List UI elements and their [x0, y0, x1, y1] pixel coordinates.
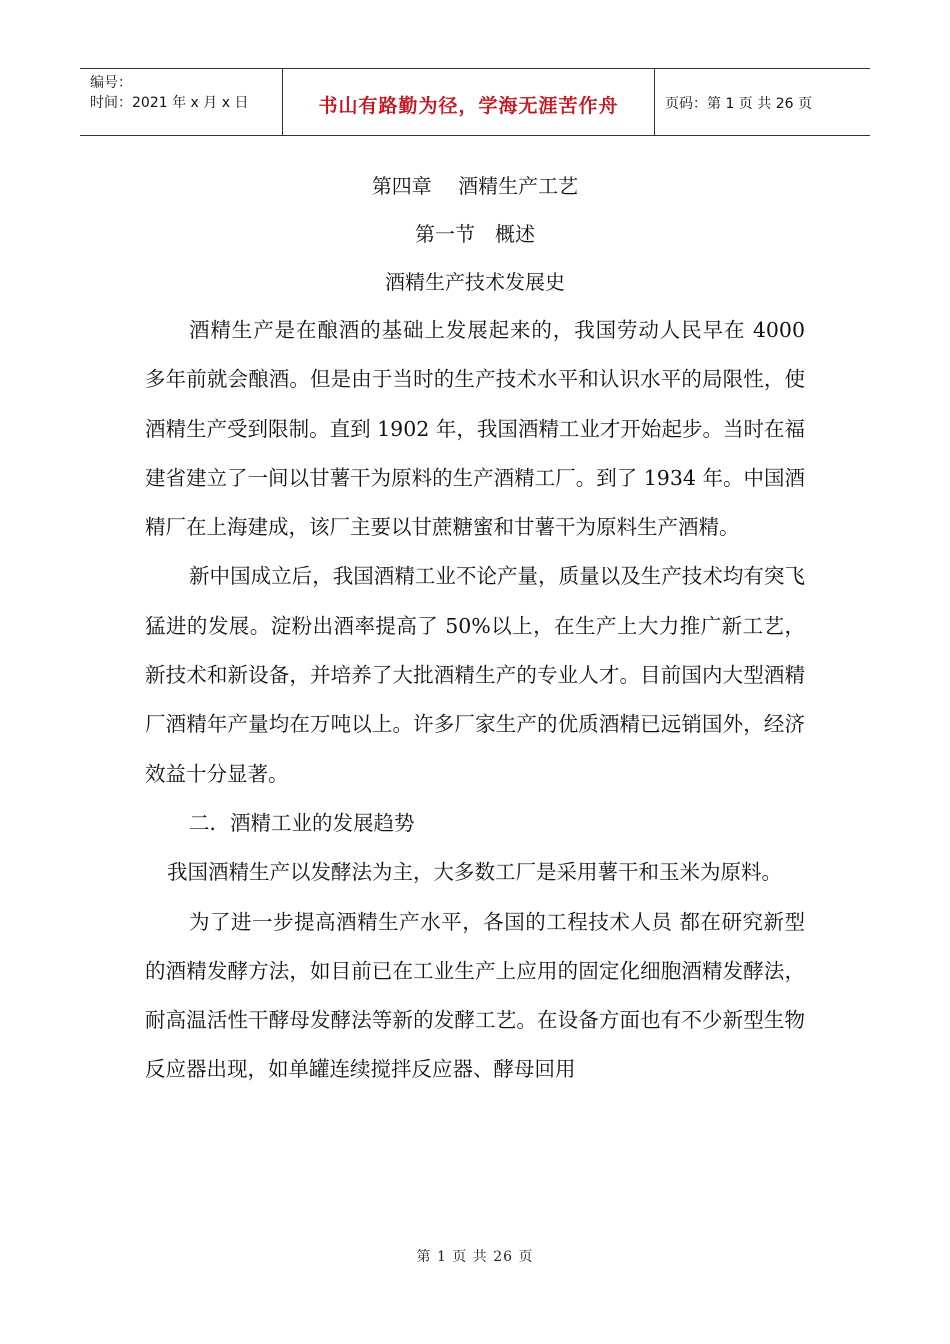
- header-motto-cell: [283, 69, 655, 135]
- header-page-info: [655, 69, 870, 135]
- document-date-label: 时间：2021 年 x 月 x 日: [90, 95, 249, 111]
- document-number-label: 编号：: [90, 75, 132, 91]
- header-page-number: 页码：第 1 页 共 26 页: [665, 96, 812, 112]
- paragraph-raw-materials: 我国酒精生产以发酵法为主，大多数工厂是采用薯干和玉米为原料。: [167, 860, 782, 885]
- footer-page-number: 第 1 页 共 26 页: [416, 1249, 534, 1265]
- header-meta: [80, 69, 283, 135]
- page-footer: [0, 1246, 950, 1266]
- heading-development-trend: 二．酒精工业的发展趋势: [189, 810, 415, 835]
- subsection-title: 酒精生产技术发展史: [385, 270, 565, 294]
- paragraph-new-methods: 为了进一步提高酒精生产水平，各国的工程技术人员 都在研究新型的酒精发酵方法，如目前已在工业生产上应用的固定化细胞酒精发酵法，耐高温活性干酵母发酵法等新的发酵工艺。在设备方面也有不少新型生物反应器出现，如单罐连续搅拌反应器、酵母回用: [145, 909, 805, 1082]
- page-header: [80, 68, 870, 136]
- section-title: 第一节 概述: [415, 222, 535, 246]
- chapter-title: 第四章 酒精生产工艺: [371, 174, 579, 198]
- document-body: [145, 162, 805, 1095]
- header-motto: 书山有路勤为径，学海无涯苦作舟: [318, 94, 619, 117]
- paragraph-history: 酒精生产是在酿酒的基础上发展起来的，我国劳动人民早在 4000 多年前就会酿酒。但是由于当时的生产技术水平和认识水平的局限性，使酒精生产受到限制。直到 1902 年，我国酒精工业才开始起步。当时在福建省建立了一间以甘薯干为原料的生产酒精工厂。到了 1934 年。中国酒精厂在上海建成，该厂主要以甘蔗糖蜜和甘薯干为原料生产酒精。: [145, 318, 805, 540]
- paragraph-new-china: 新中国成立后，我国酒精工业不论产量，质量以及生产技术均有突飞猛进的发展。淀粉出酒率提高了 50%以上，在生产上大力推广新工艺，新技术和新设备，并培养了大批酒精生产的专业人才。目前国内大型酒精厂酒精年产量均在万吨以上。许多厂家生产的优质酒精已远销国外，经济效益十分显著。: [145, 564, 805, 786]
